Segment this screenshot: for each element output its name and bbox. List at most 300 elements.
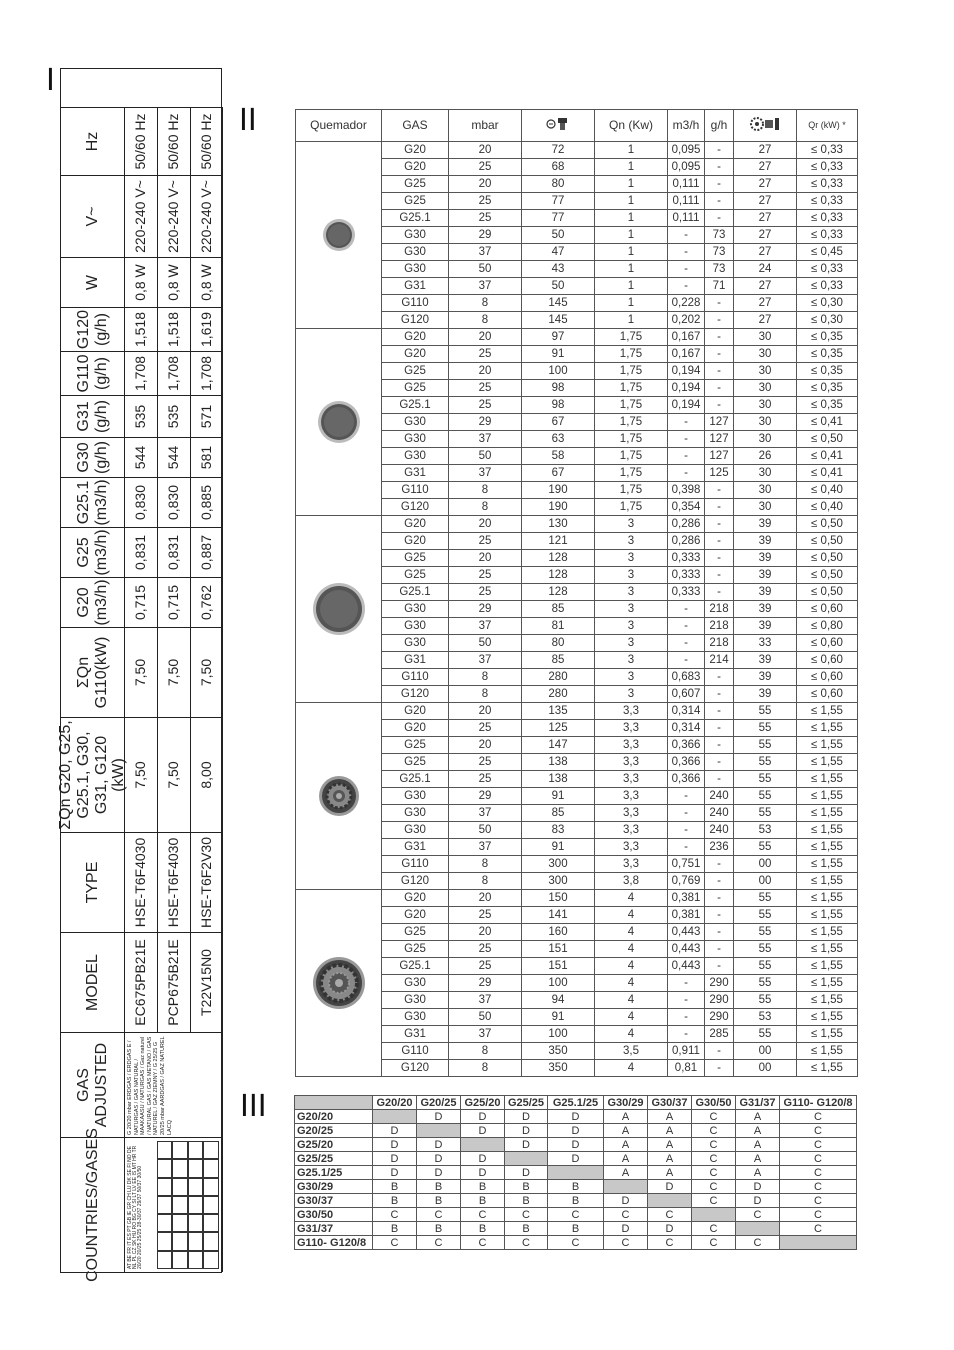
- countries-grid-cell: [172, 1251, 188, 1269]
- cell-m3h: 0,167: [668, 346, 705, 363]
- cell-qn: 3: [595, 516, 668, 533]
- cell-g20: 0,715: [158, 577, 191, 627]
- countries-grid-cell: [172, 1141, 188, 1159]
- conversion-cell: C: [604, 1236, 648, 1250]
- conversion-cell: B: [461, 1180, 505, 1194]
- burner-icon: [296, 217, 381, 253]
- cell-qr: ≤ 1,55: [797, 720, 858, 737]
- cell-mbar: 25: [449, 159, 522, 176]
- cell-qr: ≤ 1,55: [797, 1026, 858, 1043]
- cell-gas: G20: [382, 159, 449, 176]
- cell-v: 220-240 V~: [158, 175, 191, 257]
- cell-gh: -: [705, 958, 734, 975]
- cell-g30: 544: [125, 437, 158, 477]
- cell-g25: 0,831: [125, 527, 158, 577]
- cell-gas: G25: [382, 176, 449, 193]
- cell-qr: ≤ 0,35: [797, 380, 858, 397]
- conversion-cell: C: [692, 1124, 736, 1138]
- burner-cell: [296, 516, 382, 703]
- cell-injector: 68: [522, 159, 595, 176]
- cell-gas: G30: [382, 601, 449, 618]
- column-header: G25.1/25: [548, 1096, 604, 1110]
- conversion-cell: C: [604, 1208, 648, 1222]
- cell-injector: 125: [522, 720, 595, 737]
- cell-m3h: 0,81: [668, 1060, 705, 1077]
- cell-qr: ≤ 0,60: [797, 635, 858, 652]
- cell-qr: ≤ 0,60: [797, 669, 858, 686]
- cell-qr: ≤ 0,33: [797, 193, 858, 210]
- cell-mbar: 37: [449, 839, 522, 856]
- header-g20: G20 (m3/h): [61, 577, 125, 627]
- diagonal-cell: [505, 1152, 548, 1166]
- cell-qr: ≤ 1,55: [797, 890, 858, 907]
- cell-bypass: 39: [734, 567, 797, 584]
- header-qn-g110: ΣQn G110(kW): [61, 627, 125, 717]
- cell-m3h: 0,194: [668, 397, 705, 414]
- cell-qn: 3,3: [595, 822, 668, 839]
- cell-injector: 98: [522, 380, 595, 397]
- conversion-cell: C: [780, 1222, 857, 1236]
- cell-gh: -: [705, 295, 734, 312]
- cell-mbar: 37: [449, 244, 522, 261]
- cell-mbar: 29: [449, 601, 522, 618]
- cell-bypass: 55: [734, 975, 797, 992]
- cell-qr: ≤ 1,55: [797, 941, 858, 958]
- cell-bypass: 39: [734, 584, 797, 601]
- cell-bypass: 39: [734, 516, 797, 533]
- conversion-cell: D: [373, 1152, 417, 1166]
- cell-qn: 3: [595, 584, 668, 601]
- column-header: G20/20: [373, 1096, 417, 1110]
- cell-bypass: 39: [734, 618, 797, 635]
- conversion-cell: B: [505, 1194, 548, 1208]
- cell-m3h: 0,366: [668, 737, 705, 754]
- cell-gh: 240: [705, 805, 734, 822]
- corner-cell: [295, 1096, 373, 1110]
- cell-bypass: 30: [734, 482, 797, 499]
- cell-injector: 160: [522, 924, 595, 941]
- cell-gh: 127: [705, 414, 734, 431]
- conversion-cell: C: [548, 1236, 604, 1250]
- cell-m3h: -: [668, 1026, 705, 1043]
- countries-grid-cell: [157, 1141, 173, 1159]
- cell-g25: 0,831: [158, 527, 191, 577]
- cell-mbar: 8: [449, 856, 522, 873]
- cell-mbar: 8: [449, 1060, 522, 1077]
- cell-mbar: 37: [449, 1026, 522, 1043]
- countries-grid-cell: [203, 1141, 219, 1159]
- cell-qn-total: 7,50: [158, 717, 191, 832]
- cell-qr: ≤ 1,55: [797, 1043, 858, 1060]
- cell-injector: 121: [522, 533, 595, 550]
- cell-bypass: 55: [734, 805, 797, 822]
- cell-m3h: -: [668, 414, 705, 431]
- cell-qr: ≤ 1,55: [797, 822, 858, 839]
- cell-qr: ≤ 0,33: [797, 261, 858, 278]
- cell-m3h: -: [668, 618, 705, 635]
- cell-qn: 1: [595, 210, 668, 227]
- header-g30: G30 (g/h): [61, 437, 125, 477]
- cell-injector: 91: [522, 788, 595, 805]
- cell-gas: G25: [382, 380, 449, 397]
- cell-mbar: 37: [449, 465, 522, 482]
- cell-mbar: 50: [449, 635, 522, 652]
- cell-qr: ≤ 0,33: [797, 176, 858, 193]
- cell-gh: -: [705, 873, 734, 890]
- cell-qr: ≤ 1,55: [797, 737, 858, 754]
- cell-gas: G20: [382, 516, 449, 533]
- cell-qn-total: 8,00: [191, 717, 223, 832]
- cell-gh: 73: [705, 261, 734, 278]
- cell-mbar: 25: [449, 907, 522, 924]
- cell-w: 0,8 W: [158, 257, 191, 307]
- cell-gas: G25.1: [382, 958, 449, 975]
- cell-qr: ≤ 1,55: [797, 975, 858, 992]
- cell-gas: G31: [382, 278, 449, 295]
- cell-injector: 63: [522, 431, 595, 448]
- cell-m3h: 0,194: [668, 363, 705, 380]
- cell-qr: ≤ 0,35: [797, 363, 858, 380]
- cell-qn: 3: [595, 686, 668, 703]
- cell-g251: 0,830: [125, 477, 158, 527]
- cell-g31: 571: [191, 395, 223, 437]
- countries-grid-cell: [172, 1232, 188, 1250]
- cell-m3h: 0,443: [668, 924, 705, 941]
- cell-injector: 300: [522, 873, 595, 890]
- cell-bypass: 30: [734, 346, 797, 363]
- cell-gas: G20: [382, 329, 449, 346]
- cell-qn: 3: [595, 601, 668, 618]
- cell-qn: 3,3: [595, 754, 668, 771]
- cell-gh: -: [705, 397, 734, 414]
- conversion-cell: C: [417, 1208, 461, 1222]
- row-label: G20/20: [295, 1110, 373, 1124]
- countries-grid-cell: [157, 1178, 173, 1196]
- cell-gas: G20: [382, 890, 449, 907]
- cell-qn: 1: [595, 312, 668, 329]
- cell-gh: -: [705, 499, 734, 516]
- cell-bypass: 30: [734, 397, 797, 414]
- cell-qn: 3: [595, 567, 668, 584]
- cell-qr: ≤ 0,33: [797, 159, 858, 176]
- cell-injector: 300: [522, 856, 595, 873]
- cell-injector: 47: [522, 244, 595, 261]
- cell-qn: 3,3: [595, 771, 668, 788]
- header-g31: G31 (g/h): [61, 395, 125, 437]
- cell-bypass: 30: [734, 431, 797, 448]
- cell-g110: 1,708: [158, 351, 191, 395]
- cell-gas: G25: [382, 363, 449, 380]
- cell-bypass: 55: [734, 890, 797, 907]
- cell-gh: -: [705, 363, 734, 380]
- header-qr: Qr (kW) *: [797, 110, 858, 142]
- cell-qr: ≤ 1,55: [797, 1009, 858, 1026]
- cell-qn: 3,8: [595, 873, 668, 890]
- cell-m3h: 0,366: [668, 771, 705, 788]
- cell-mbar: 50: [449, 448, 522, 465]
- conversion-cell: C: [780, 1124, 857, 1138]
- cell-gh: 290: [705, 992, 734, 1009]
- conversion-matrix-table: [294, 1095, 857, 1250]
- conversion-cell: B: [548, 1180, 604, 1194]
- cell-gh: 214: [705, 652, 734, 669]
- cell-injector: 100: [522, 363, 595, 380]
- cell-qn: 4: [595, 1009, 668, 1026]
- cell-gas: G110: [382, 482, 449, 499]
- cell-gh: -: [705, 380, 734, 397]
- conversion-cell: C: [692, 1194, 736, 1208]
- cell-qr: ≤ 0,80: [797, 618, 858, 635]
- cell-m3h: -: [668, 278, 705, 295]
- cell-gh: -: [705, 1060, 734, 1077]
- cell-mbar: 25: [449, 380, 522, 397]
- cell-qr: ≤ 1,55: [797, 958, 858, 975]
- countries-grid-cell: [172, 1178, 188, 1196]
- cell-model: T22V15N0: [191, 932, 223, 1032]
- cell-gas: G25.1: [382, 397, 449, 414]
- cell-mbar: 8: [449, 686, 522, 703]
- cell-gas: G30: [382, 805, 449, 822]
- cell-qn-g110: 7,50: [191, 627, 223, 717]
- cell-gas: G25: [382, 737, 449, 754]
- cell-gas: G120: [382, 873, 449, 890]
- conversion-cell: D: [548, 1110, 604, 1124]
- conversion-cell: C: [780, 1110, 857, 1124]
- cell-qn: 3: [595, 669, 668, 686]
- cell-gh: 240: [705, 788, 734, 805]
- cell-bypass: 26: [734, 448, 797, 465]
- cell-gh: -: [705, 669, 734, 686]
- cell-g120: 1,518: [158, 307, 191, 351]
- countries-grid-cell: [172, 1159, 188, 1177]
- appliance-spec-table-wrapper: [57, 68, 222, 1282]
- conversion-cell: C: [780, 1208, 857, 1222]
- conversion-cell: C: [736, 1208, 780, 1222]
- cell-gas: G25.1: [382, 584, 449, 601]
- cell-qn: 3: [595, 635, 668, 652]
- cell-gh: 71: [705, 278, 734, 295]
- countries-gases-cell: [125, 1137, 223, 1272]
- conversion-cell: D: [417, 1138, 461, 1152]
- cell-gh: 290: [705, 975, 734, 992]
- cell-qn: 3,3: [595, 788, 668, 805]
- header-gas: GAS: [382, 110, 449, 142]
- countries-grid-cell: [203, 1214, 219, 1232]
- cell-bypass: 27: [734, 210, 797, 227]
- cell-injector: 80: [522, 635, 595, 652]
- cell-g20: 0,762: [191, 577, 223, 627]
- cell-qn: 3: [595, 618, 668, 635]
- cell-bypass: 24: [734, 261, 797, 278]
- cell-g31: 535: [158, 395, 191, 437]
- cell-gas: G120: [382, 499, 449, 516]
- header-burner: Quemador: [296, 110, 382, 142]
- conversion-cell: B: [548, 1222, 604, 1236]
- header-w: W: [61, 257, 125, 307]
- conversion-cell: A: [736, 1166, 780, 1180]
- cell-bypass: 00: [734, 1060, 797, 1077]
- cell-qr: ≤ 0,30: [797, 312, 858, 329]
- cell-bypass: 53: [734, 822, 797, 839]
- cell-injector: 128: [522, 550, 595, 567]
- table2-header-row: [296, 110, 858, 142]
- cell-qn: 3,3: [595, 805, 668, 822]
- cell-mbar: 8: [449, 295, 522, 312]
- header-v: V~: [61, 175, 125, 257]
- conversion-cell: D: [736, 1180, 780, 1194]
- cell-m3h: 0,354: [668, 499, 705, 516]
- header-gh: g/h: [705, 110, 734, 142]
- cell-g120: 1,518: [125, 307, 158, 351]
- cell-gas: G31: [382, 465, 449, 482]
- cell-mbar: 25: [449, 346, 522, 363]
- conversion-cell: D: [604, 1194, 648, 1208]
- cell-mbar: 25: [449, 754, 522, 771]
- countries-grid-cell: [188, 1178, 204, 1196]
- cell-m3h: 0,314: [668, 703, 705, 720]
- cell-gas: G20: [382, 142, 449, 159]
- conversion-cell: D: [417, 1166, 461, 1180]
- conversion-cell: B: [505, 1180, 548, 1194]
- conversion-cell: C: [505, 1208, 548, 1222]
- conversion-cell: A: [648, 1138, 692, 1152]
- cell-g251: 0,885: [191, 477, 223, 527]
- cell-bypass: 55: [734, 788, 797, 805]
- cell-bypass: 00: [734, 1043, 797, 1060]
- cell-qr: ≤ 1,55: [797, 1060, 858, 1077]
- cell-injector: 151: [522, 958, 595, 975]
- cell-qr: ≤ 0,33: [797, 227, 858, 244]
- cell-qn: 1,75: [595, 465, 668, 482]
- cell-injector: 91: [522, 346, 595, 363]
- burner-cell: [296, 329, 382, 516]
- cell-mbar: 25: [449, 771, 522, 788]
- cell-qn: 3,5: [595, 1043, 668, 1060]
- cell-mbar: 20: [449, 142, 522, 159]
- cell-mbar: 25: [449, 210, 522, 227]
- cell-bypass: 55: [734, 1026, 797, 1043]
- cell-gh: -: [705, 550, 734, 567]
- cell-qn: 4: [595, 975, 668, 992]
- cell-w: 0,8 W: [125, 257, 158, 307]
- countries-grid-cell: [188, 1251, 204, 1269]
- cell-bypass: 00: [734, 873, 797, 890]
- cell-m3h: -: [668, 635, 705, 652]
- countries-grid-cell: [188, 1159, 204, 1177]
- cell-injector: 128: [522, 584, 595, 601]
- cell-gas: G30: [382, 227, 449, 244]
- header-m3h: m3/h: [668, 110, 705, 142]
- diagonal-cell: [548, 1166, 604, 1180]
- conversion-cell: A: [736, 1110, 780, 1124]
- conversion-cell: A: [604, 1138, 648, 1152]
- column-header: G30/37: [648, 1096, 692, 1110]
- cell-m3h: -: [668, 822, 705, 839]
- cell-bypass: 55: [734, 924, 797, 941]
- cell-qr: ≤ 1,55: [797, 805, 858, 822]
- burner-icon: [296, 955, 381, 1011]
- cell-qn-g110: 7,50: [158, 627, 191, 717]
- cell-m3h: 0,381: [668, 907, 705, 924]
- cell-bypass: 27: [734, 295, 797, 312]
- cell-mbar: 20: [449, 703, 522, 720]
- table-row: [295, 1222, 857, 1236]
- cell-v: 220-240 V~: [191, 175, 223, 257]
- cell-m3h: 0,228: [668, 295, 705, 312]
- cell-qr: ≤ 0,41: [797, 448, 858, 465]
- conversion-cell: D: [604, 1222, 648, 1236]
- cell-gas: G20: [382, 907, 449, 924]
- cell-gh: 290: [705, 1009, 734, 1026]
- cell-qn: 1: [595, 159, 668, 176]
- conversion-cell: A: [736, 1138, 780, 1152]
- cell-gh: 127: [705, 431, 734, 448]
- cell-gas: G30: [382, 975, 449, 992]
- cell-qr: ≤ 1,55: [797, 856, 858, 873]
- cell-injector: 141: [522, 907, 595, 924]
- cell-m3h: 0,443: [668, 958, 705, 975]
- cell-qn: 4: [595, 890, 668, 907]
- cell-gh: 240: [705, 822, 734, 839]
- table-row: [295, 1152, 857, 1166]
- cell-qr: ≤ 1,55: [797, 873, 858, 890]
- cell-injector: 58: [522, 448, 595, 465]
- cell-qr: ≤ 0,50: [797, 533, 858, 550]
- cell-injector: 85: [522, 805, 595, 822]
- header-gas-adjusted: GAS ADJUSTED: [61, 1032, 125, 1137]
- cell-qr: ≤ 0,41: [797, 465, 858, 482]
- cell-hz: 50/60 Hz: [191, 107, 223, 175]
- cell-qr: ≤ 1,55: [797, 771, 858, 788]
- conversion-cell: A: [604, 1166, 648, 1180]
- cell-m3h: 0,381: [668, 890, 705, 907]
- burner-icon: [296, 399, 381, 445]
- cell-v: 220-240 V~: [125, 175, 158, 257]
- cell-qr: ≤ 1,55: [797, 992, 858, 1009]
- countries-grid-cell: [203, 1196, 219, 1214]
- conversion-cell: C: [692, 1166, 736, 1180]
- cell-mbar: 37: [449, 431, 522, 448]
- countries-gases-grid: [128, 1141, 219, 1269]
- header-injector: [522, 110, 595, 142]
- conversion-cell: A: [648, 1110, 692, 1124]
- cell-qr: ≤ 0,60: [797, 601, 858, 618]
- conversion-cell: C: [648, 1236, 692, 1250]
- conversion-cell: C: [461, 1208, 505, 1222]
- cell-mbar: 20: [449, 890, 522, 907]
- cell-gas: G31: [382, 1026, 449, 1043]
- header-model: MODEL: [61, 932, 125, 1032]
- cell-gh: -: [705, 1043, 734, 1060]
- cell-mbar: 37: [449, 618, 522, 635]
- cell-g120: 1,619: [191, 307, 223, 351]
- cell-injector: 190: [522, 482, 595, 499]
- cell-gas: G25.1: [382, 771, 449, 788]
- cell-qn: 1: [595, 193, 668, 210]
- cell-mbar: 8: [449, 482, 522, 499]
- cell-qr: ≤ 0,50: [797, 567, 858, 584]
- conversion-cell: B: [505, 1222, 548, 1236]
- cell-injector: 77: [522, 210, 595, 227]
- conversion-cell: D: [505, 1166, 548, 1180]
- cell-gas: G30: [382, 822, 449, 839]
- cell-w: 0,8 W: [191, 257, 223, 307]
- cell-bypass: 55: [734, 992, 797, 1009]
- section-label-ii: II: [239, 103, 257, 138]
- conversion-cell: B: [417, 1222, 461, 1236]
- countries-grid-cell: [157, 1214, 173, 1232]
- countries-gases-text: AT BE FR IT ES PT GB IE GR CH LU DK SE FI NO DE NL PL CZ SK HU RO BG CY SI LT LV EE IS MT HR TR 20/20 20/25 25/25 28-30/37 29/37 50/37 30/50: [127, 1145, 143, 1269]
